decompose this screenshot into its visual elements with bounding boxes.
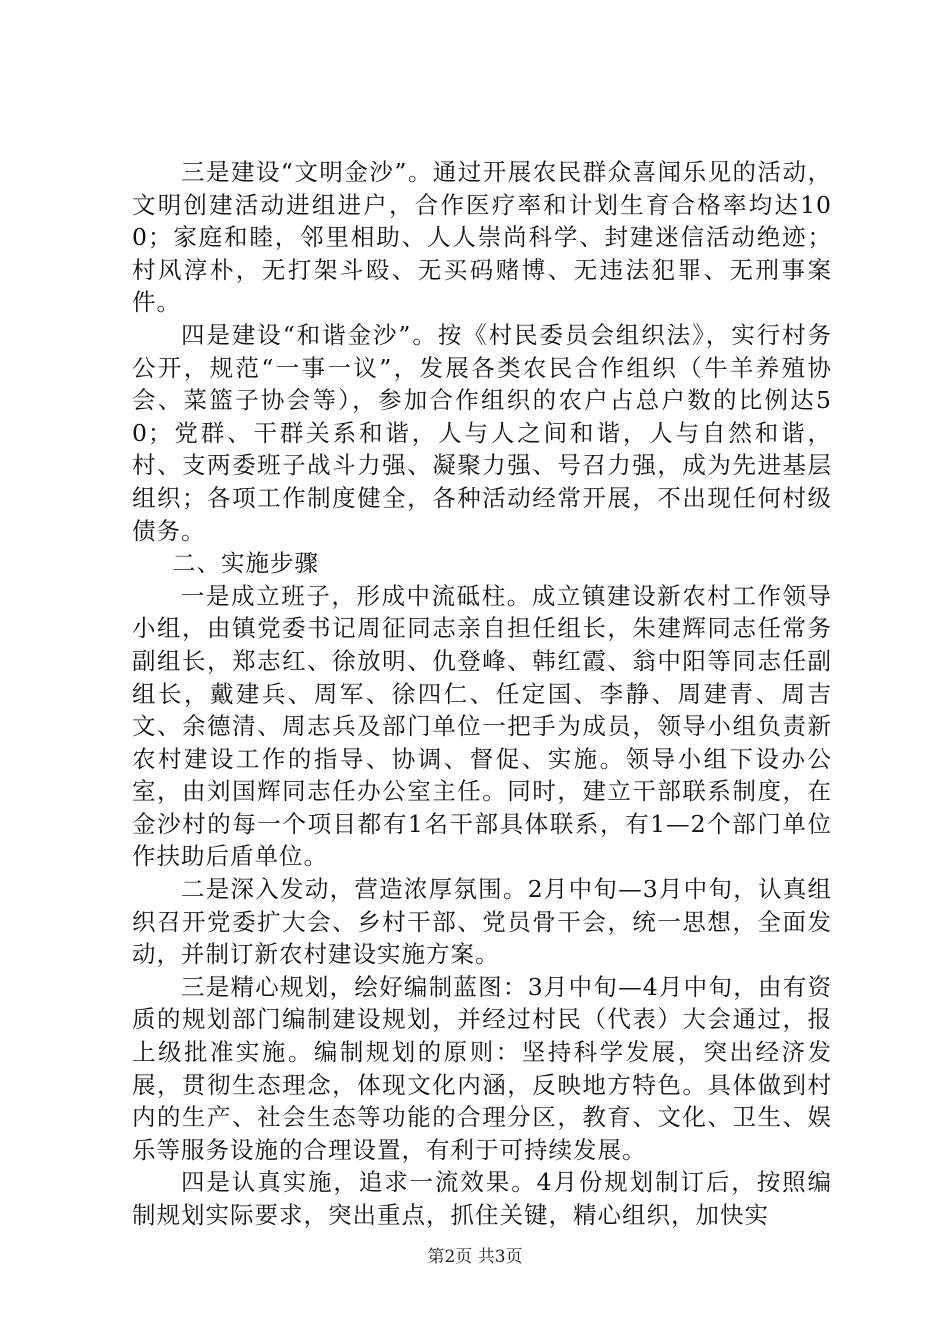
- paragraph-step-three: 三是精心规划，绘好编制蓝图：3月中旬—4月中旬，由有资质的规划部门编制建设规划，并经过村民（代表）大会通过，报上级批准实施。编制规划的原则：坚持科学发展，突出经济发展，贯彻生态理念，体现文化内涵，反映地方特色。具体做到村内的生产、社会生态等功能的合理分区，教育、文化、卫生、娱乐等服务设施的合理设置，有利于可持续发展。: [132, 972, 832, 1164]
- paragraph-step-one: 一是成立班子，形成中流砥柱。成立镇建设新农村工作领导小组，由镇党委书记周征同志亲自担任组长，朱建辉同志任常务副组长，郑志红、徐放明、仇登峰、韩红霞、翁中阳等同志任副组长，戴建兵、周军、徐四仁、任定国、李静、周建青、周吉文、余德清、周志兵及部门单位一把手为成员，领导小组负责新农村建设工作的指导、协调、督促、实施。领导小组下设办公室，由刘国辉同志任办公室主任。同时，建立干部联系制度，在金沙村的每一个项目都有1名干部具体联系，有1—2个部门单位作扶助后盾单位。: [132, 581, 832, 871]
- page-footer: 第2页 共3页: [427, 1247, 523, 1267]
- paragraph-step-four: 四是认真实施，追求一流效果。4月份规划制订后，按照编制规划实际要求，突出重点，抓住关键，精心组织，加快实: [132, 1168, 832, 1229]
- paragraph-harmonious-jinsha: 四是建设“和谐金沙”。按《村民委员会组织法》，实行村务公开，规范“一事一议”，发展各类农民合作组织（牛羊养殖协会、菜篮子协会等），参加合作组织的农户占总户数的比例达50；党群、干群关系和谐，人与人之间和谐，人与自然和谐，村、支两委班子战斗力强、凝聚力强、号召力强，成为先进基层组织；各项工作制度健全，各种活动经常开展，不出现任何村级债务。: [132, 320, 832, 545]
- document-body: [132, 156, 832, 1232]
- paragraph-step-two: 二是深入发动，营造浓厚氛围。2月中旬—3月中旬，认真组织召开党委扩大会、乡村干部、党员骨干会，统一思想，全面发动，并制订新农村建设实施方案。: [132, 875, 832, 969]
- section-heading-implementation-steps: 二、实施步骤: [172, 549, 319, 578]
- paragraph-civilized-jinsha: 三是建设“文明金沙”。通过开展农民群众喜闻乐见的活动，文明创建活动进组进户，合作医疗率和计划生育合格率均达100；家庭和睦，邻里相助、人人崇尚科学、封建迷信活动绝迹；村风淳朴，无打架斗殴、无买码赌博、无违法犯罪、无刑事案件。: [132, 158, 832, 317]
